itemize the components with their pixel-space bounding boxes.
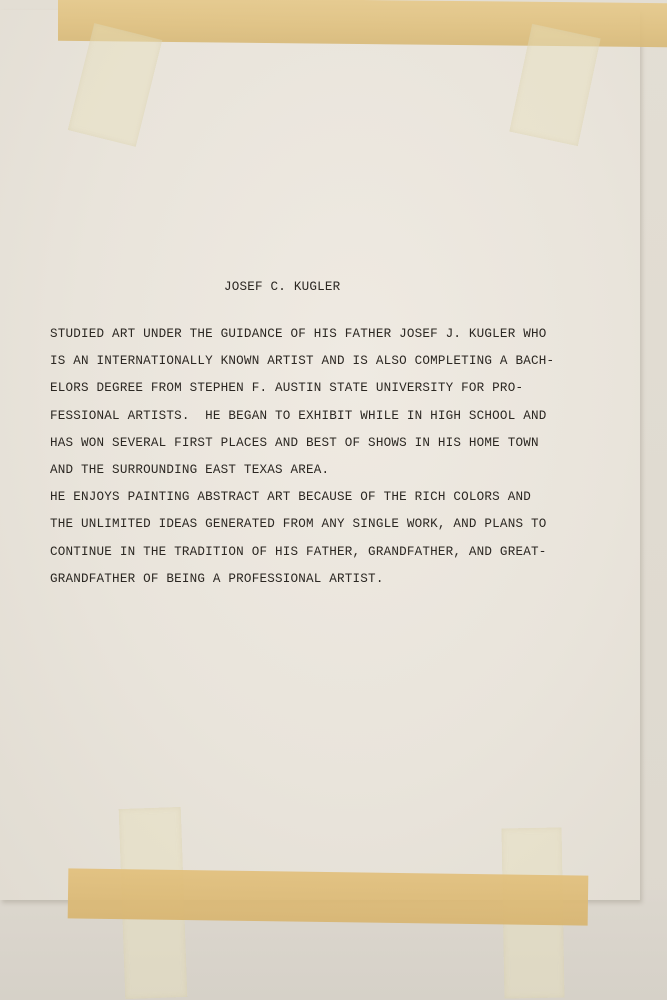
text-line: IS AN INTERNATIONALLY KNOWN ARTIST AND IS ALSO COMPLETING A BACH-	[50, 354, 555, 369]
text-line: GRANDFATHER OF BEING A PROFESSIONAL ARTIST.	[50, 571, 384, 586]
masking-tape-bottom	[68, 868, 589, 925]
text-line: FESSIONAL ARTISTS. HE BEGAN TO EXHIBIT WHILE IN HIGH SCHOOL AND	[50, 408, 547, 423]
body-text	[50, 323, 554, 595]
text-line: STUDIED ART UNDER THE GUIDANCE OF HIS FATHER JOSEF J. KUGLER WHO	[50, 327, 547, 341]
text-line: HAS WON SEVERAL FIRST PLACES AND BEST OF SHOWS IN HIS HOME TOWN	[50, 435, 539, 450]
text-line: THE UNLIMITED IDEAS GENERATED FROM ANY SINGLE WORK, AND PLANS TO	[50, 517, 547, 532]
text-line: CONTINUE IN THE TRADITION OF HIS FATHER, GRANDFATHER, AND GREAT-	[50, 544, 547, 559]
text-line: HE ENJOYS PAINTING ABSTRACT ART BECAUSE OF THE RICH COLORS AND	[50, 490, 531, 505]
document-title: JOSEF C. KUGLER	[224, 280, 341, 294]
text-line: ELORS DEGREE FROM STEPHEN F. AUSTIN STATE UNIVERSITY FOR PRO-	[50, 381, 524, 396]
text-line: AND THE SURROUNDING EAST TEXAS AREA.	[50, 462, 330, 477]
